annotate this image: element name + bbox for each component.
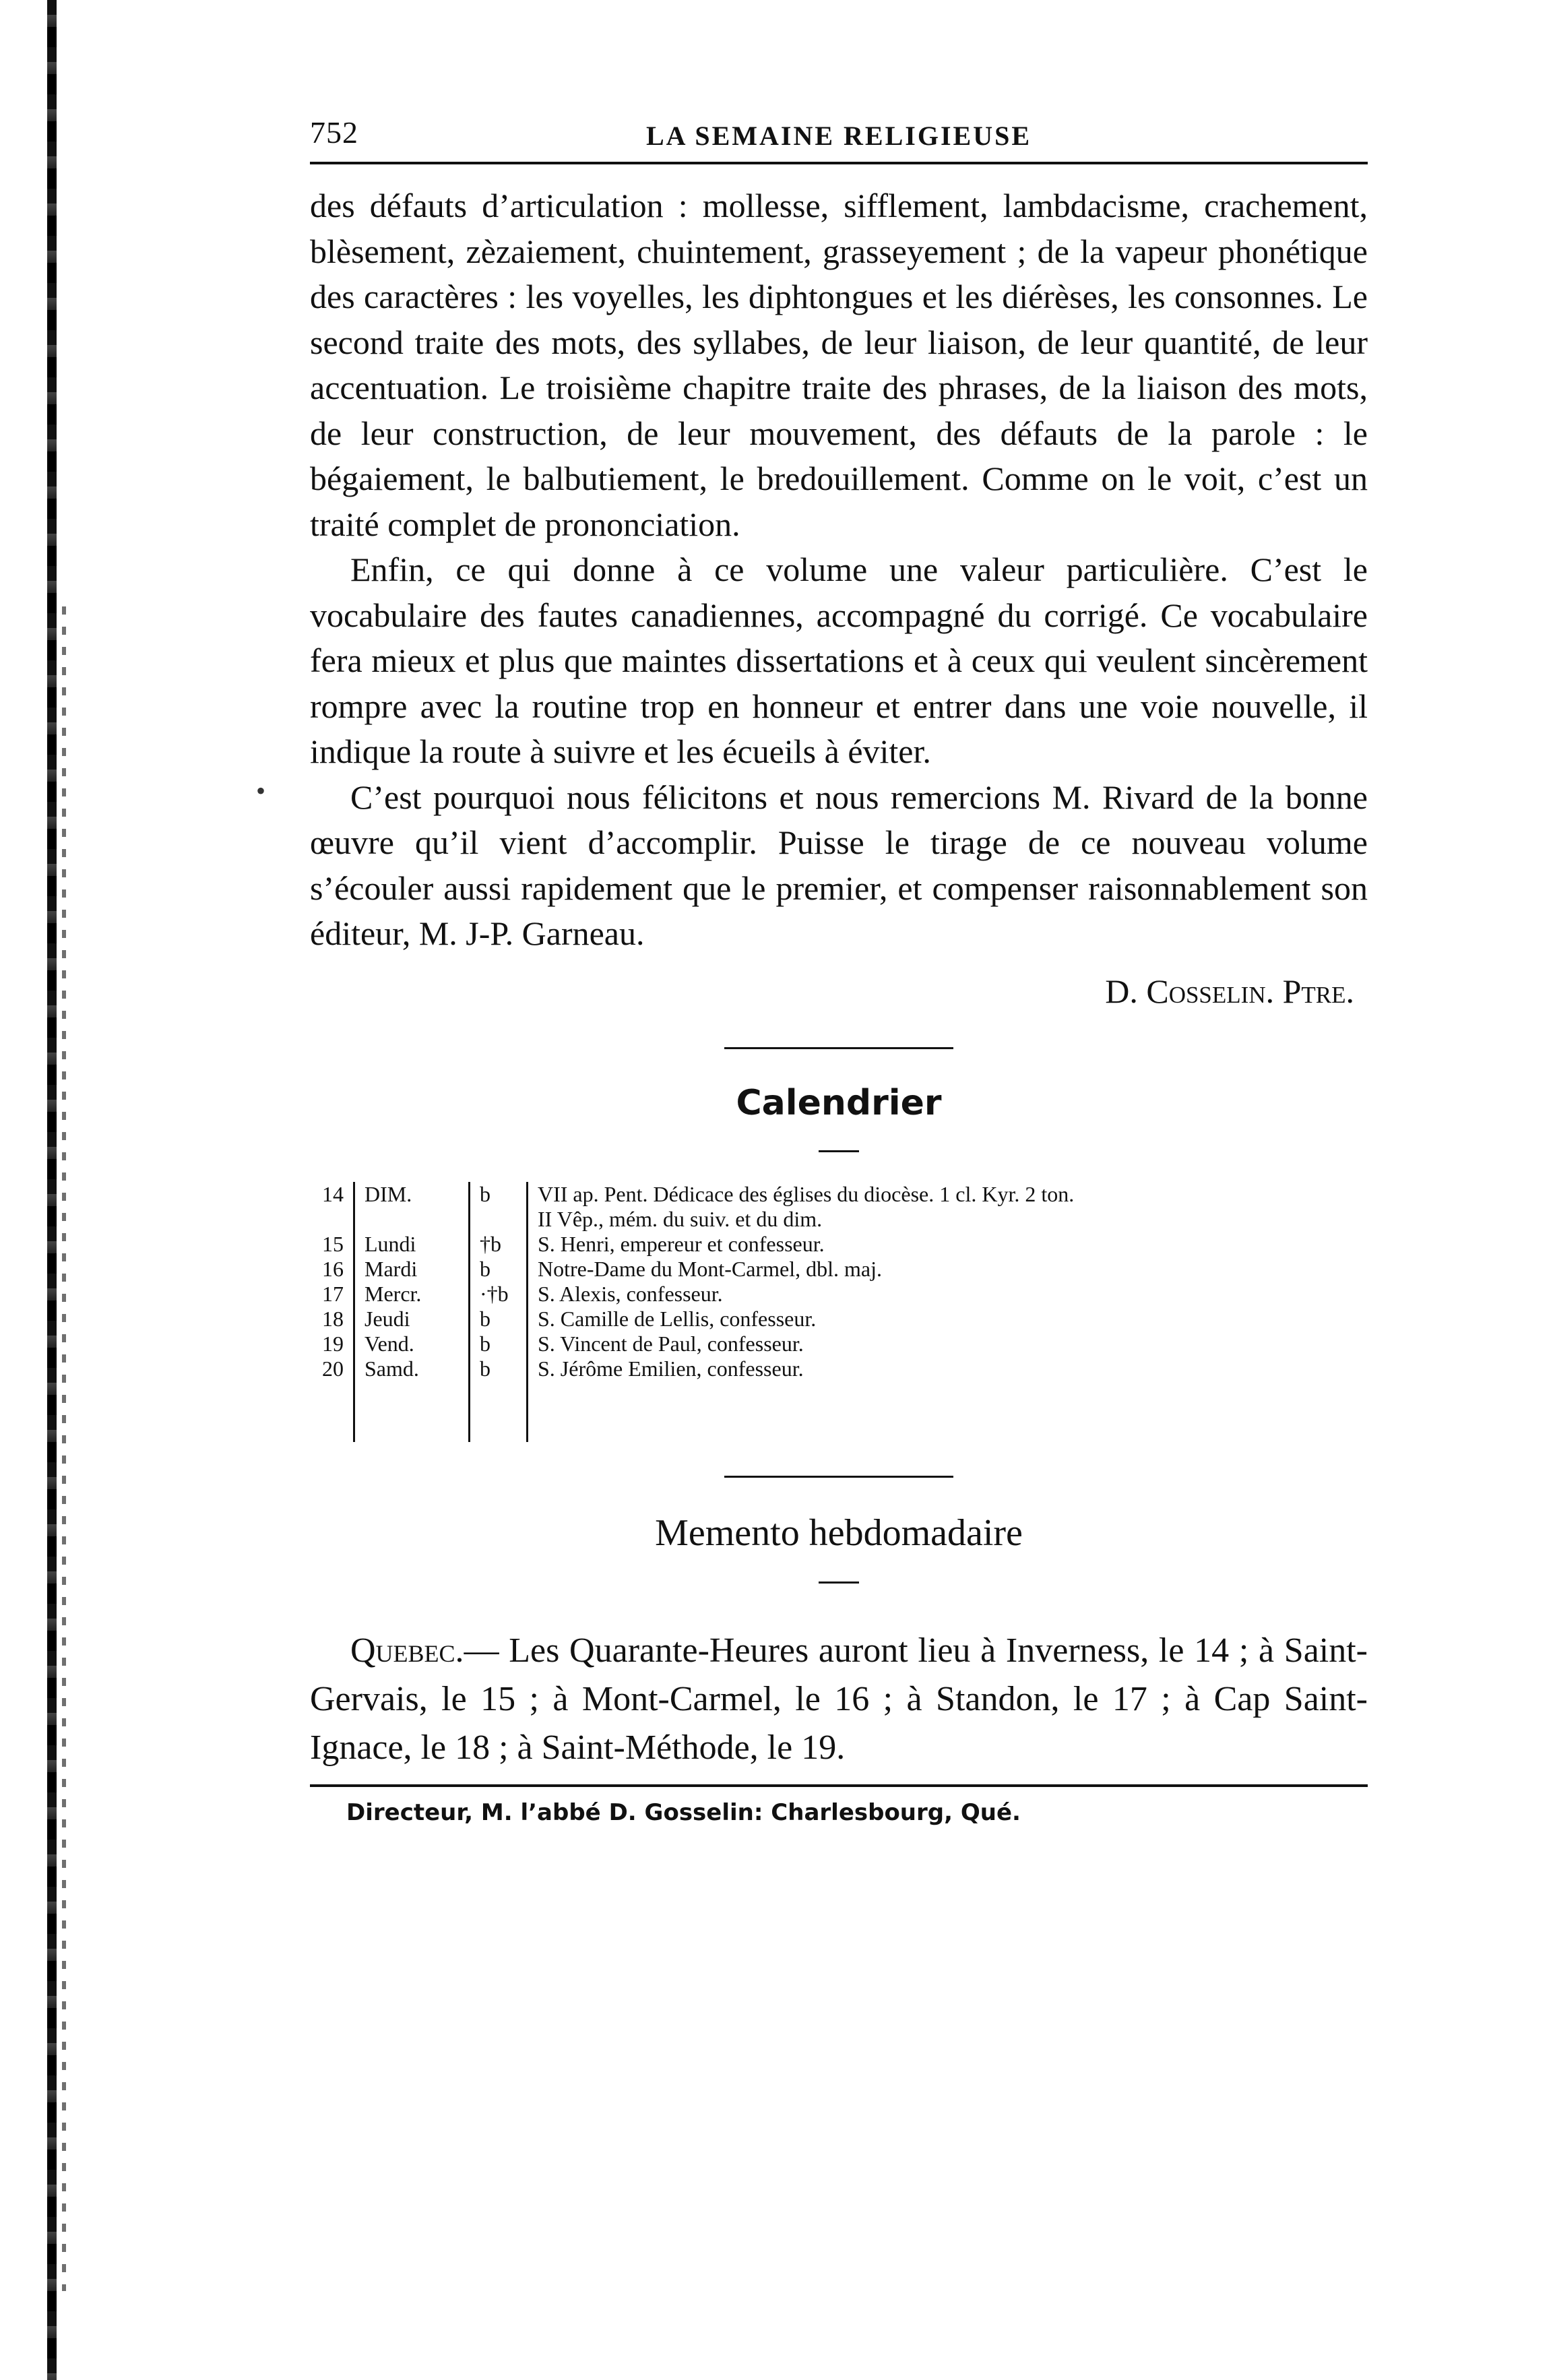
calendar-day: DIM. (354, 1182, 470, 1207)
calendar-day: Mardi (354, 1257, 470, 1282)
calendar-color: b (470, 1257, 528, 1282)
calendar-day (354, 1207, 470, 1232)
calendar-color: b (470, 1182, 528, 1207)
calendar-color: ·†b (470, 1282, 528, 1307)
calendar-day: Samd. (354, 1356, 470, 1381)
calendar-row (310, 1356, 1083, 1381)
calendar-filler-row (310, 1381, 1083, 1442)
memento-place: Quebec. (350, 1631, 464, 1670)
running-header (310, 108, 1368, 162)
calendar-day: Lundi (354, 1232, 470, 1257)
calendar-row (310, 1182, 1083, 1207)
calendar-date: 15 (310, 1232, 354, 1257)
calendar-entry: II Vêp., mém. du suiv. et du dim. (538, 1206, 823, 1231)
calendar-day: Mercr. (354, 1282, 470, 1307)
calendar-entry: S. Camille de Lellis, confesseur. (538, 1306, 817, 1331)
calendar-entry: S. Jérôme Emilien, confesseur. (538, 1356, 804, 1381)
header-rule (310, 162, 1368, 164)
running-title: LA SEMAINE RELIGIEUSE (645, 121, 1032, 151)
calendar-date: 19 (310, 1332, 354, 1356)
calendar-row (310, 1307, 1083, 1332)
calendar-date: 20 (310, 1356, 354, 1381)
calendar-date (310, 1207, 354, 1232)
page-number: 752 (310, 115, 358, 150)
calendar-color: b (470, 1356, 528, 1381)
signature-text: D. Cosselin. Ptre. (1105, 972, 1354, 1010)
calendar-date: 14 (310, 1182, 354, 1207)
calendar-title: Calendrier (736, 1082, 942, 1123)
footer-note: Directeur, M. l’abbé D. Gosselin: Charlesbourg, Qué. (346, 1798, 1021, 1826)
title-dash (819, 1582, 859, 1584)
article-paragraph-3: C’est pourquoi nous félicitons et nous remercions M. Rivard de la bonne œuvre qu’il vient d’accomplir. Puisse le tirage de ce nouveau volume s’écouler aussi rapidement que le premier, et compenser raisonnablement son éditeur, M. J-P. Garneau. (310, 778, 1368, 952)
section-separator (724, 1476, 953, 1478)
article-paragraph-1: des défauts d’articulation : mollesse, sifflement, lambdacisme, crachement, blèsement, zèzaiement, chuintement, grasseyement ; de la vapeur phonétique des caractères : les voyelles, les diphtongues et les diérèses, les consonnes. Le second traite des mots, des syllabes, de leur liaison, de leur quantité, de leur accentuation. Le troisième chapitre traite des phrases, de la liaison des mots, de leur construction, de leur mouvement, des défauts de la parole : le bégaiement, le balbutiement, le bredouillement. Comme on le voit, c’est un traité complet de prononciation. (310, 187, 1368, 543)
calendar-date: 16 (310, 1257, 354, 1282)
calendar-entry: S. Alexis, confesseur. (538, 1281, 723, 1306)
margin-mark: • (256, 776, 266, 806)
article-body (310, 183, 1368, 957)
author-signature (310, 972, 1368, 1011)
calendar-color: †b (470, 1232, 528, 1257)
book-spine-edge (47, 0, 57, 2380)
memento-title: Memento hebdomadaire (655, 1511, 1023, 1554)
calendar-entry: Notre-Dame du Mont-Carmel, dbl. maj. (538, 1256, 882, 1281)
calendar-row (310, 1332, 1083, 1356)
calendar-entry: VII ap. Pent. Dédicace des églises du diocèse. 1 cl. Kyr. 2 ton. (538, 1181, 1075, 1206)
calendar-table (310, 1182, 1083, 1442)
calendar-row (310, 1232, 1083, 1257)
calendar-entry: S. Henri, empereur et confesseur. (538, 1231, 825, 1256)
title-dash (819, 1150, 859, 1152)
memento-text: — Les Quarante-Heures auront lieu à Inverness, le 14 ; à Saint-Gervais, le 15 ; à Mont-Carmel, le 16 ; à Standon, le 17 ; à Cap Saint-Ignace, le 18 ; à Saint-Méthode, le 19. (310, 1631, 1368, 1767)
calendar-day: Jeudi (354, 1307, 470, 1332)
calendar-entry: S. Vincent de Paul, confesseur. (538, 1331, 804, 1356)
calendar-color: b (470, 1307, 528, 1332)
article-paragraph-2: Enfin, ce qui donne à ce volume une valeur particulière. C’est le vocabulaire des fautes canadiennes, accompagné du corrigé. Ce vocabulaire fera mieux et plus que maintes dissertations et à ceux qui veulent sincèrement rompre avec la routine trop en honneur et entrer dans une voie nouvelle, il indique la route à suivre et les écueils à éviter. (310, 551, 1368, 770)
memento-body (310, 1627, 1368, 1772)
book-spine-shadow (62, 606, 66, 2291)
calendar-row (310, 1282, 1083, 1307)
footer-rule (310, 1784, 1368, 1787)
calendar-row (310, 1207, 1083, 1232)
calendar-row (310, 1257, 1083, 1282)
memento-paragraph (310, 1627, 1368, 1772)
calendar-day: Vend. (354, 1332, 470, 1356)
calendar-date: 18 (310, 1307, 354, 1332)
calendar-color (470, 1207, 528, 1232)
page (310, 108, 1368, 1826)
calendar-date: 17 (310, 1282, 354, 1307)
section-separator (724, 1047, 953, 1049)
calendar-color: b (470, 1332, 528, 1356)
